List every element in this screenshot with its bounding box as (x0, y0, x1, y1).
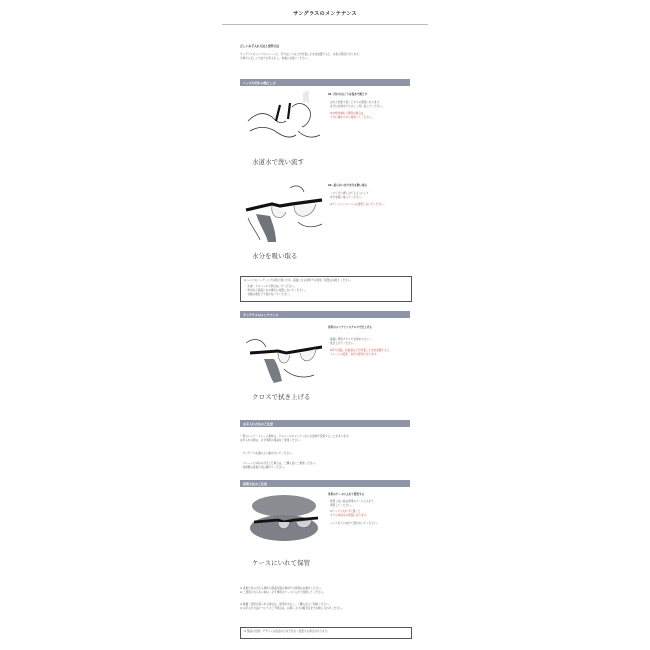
step2-caption: 水分を吸い取る (252, 252, 298, 260)
intro-line-1: サングラスのレンズやフレームに、汗やほこりなどが付着したまま放置すると、劣化の原因になります。 (240, 53, 362, 56)
storage-warning-1: ※ケースに入れずに置くと、 (330, 510, 364, 513)
step1-warning-2: 十分に薄めてから使用してください。 (330, 116, 375, 119)
storage-caption: ケースにいれて保管 (252, 559, 311, 567)
wipe-illustration (244, 323, 326, 389)
frame-line-2: 拭き上げてください。 (330, 342, 356, 345)
step1-warning-1: ※中性洗剤をご使用の場合は、 (330, 112, 366, 115)
care-line-5: ・長時間の直射日光は避けてください。 (240, 466, 287, 469)
footer-line-1: ※ 直射日光の当たる場所や高温多湿の場所での保管はお避けください。 (240, 587, 324, 590)
frame-line-1: 最後に専用クロスで全体をやさしく (330, 338, 372, 341)
page-title: サングラスのメンテナンス (293, 11, 357, 17)
footer-note-box (240, 627, 412, 639)
care-line-3: ・サングラスを頭の上に載せないでください。 (240, 452, 295, 455)
storage-heading: 専用のケースに入れて保管する (328, 493, 365, 496)
frame-heading: 専用のメンテナンスクロスで仕上げる (328, 326, 372, 329)
case-illustration (244, 492, 326, 550)
step1-caption: 水道水で洗い流す (252, 158, 304, 166)
lens-note-line-4: ・ 衣服の裾などで拭かないでください。 (244, 293, 292, 296)
step2-heading: 02. 柔らかい布で水分を吸い取る (328, 184, 368, 187)
storage-extra-line: レンズを下に向けて置かないでください。 (330, 522, 380, 525)
section-band-frame-label: サングラスのメンテナンス (243, 312, 279, 317)
section-band-storage-label: 保管方法のご注意 (243, 481, 268, 486)
section-band-storage (240, 480, 410, 487)
intro-line-2: 日頃から正しい方法でお手入れし、快適にお使いください。 (240, 57, 311, 60)
section-band-lens-label: レンズの汚れの落とし方 (243, 80, 276, 85)
storage-line-2: 保管してください。 (330, 504, 354, 507)
lens-note-box (240, 276, 412, 302)
footer-line-4: ※ お手入れ方法についてのご不明点は、お買い上げの販売店までお問い合わせください。 (240, 607, 345, 610)
step1-line-1: 汚れた状態で拭くとキズの原因になります。 (330, 101, 382, 104)
step1-line-2: まずは水道水でやさしく洗い流してください。 (330, 105, 385, 108)
footer-note: ※ 製品の仕様・デザインは改良のため予告なく変更する場合があります。 (244, 630, 330, 633)
lens-note-line-2: ・ お湯・アルコールで洗わないでください。 (244, 285, 297, 288)
rinse-illustration (246, 91, 326, 153)
storage-warning-2: キズやゆがみの原因になります。 (330, 514, 369, 517)
frame-warning-1: ※汗や皮脂、化粧品などが付着したまま放置すると、 (330, 349, 392, 352)
intro-heading: 正しいお手入れ方法と保管方法 (240, 44, 280, 48)
lens-note-line-1: ※ レンズのコーティングは熱に弱いため、高温になる場所での使用・保管はお控えください。 (244, 279, 353, 282)
storage-line-1: 使用しない時は専用のケースに入れて (330, 500, 374, 503)
frame-warning-2: フレームの変色・劣化の原因になります。 (330, 353, 379, 356)
footer-line-3: ※ 破損・変形が見られる場合は、使用を中止し、ご購入店にご相談ください。 (240, 603, 332, 606)
maintenance-page (222, 0, 428, 650)
section-band-care-label: お手入れ方法のご注意 (243, 421, 274, 426)
step2-line-2: 水分を吸い取ってください。 (330, 196, 364, 199)
title-divider (222, 24, 428, 25)
footer-line-2: ※ ご使用にならない時は、必ず専用のケースに入れて保管してください。 (240, 591, 326, 594)
step2-warning: ※ティッシュペーパーは使用しないでください。 (330, 203, 387, 206)
step2-line-1: こすらずに押し当てるようにして (330, 192, 369, 195)
lens-note-line-3: ・ 車内など高温になる場所に放置しないでください。 (244, 289, 308, 292)
frame-caption: クロスで拭き上げる (252, 393, 311, 401)
section-band-lens (240, 79, 410, 86)
section-band-care (240, 420, 410, 427)
section-band-frame (240, 311, 410, 318)
care-line-2: お手入れの際は、必ず専用の用品をご使用ください。 (240, 439, 303, 442)
step1-heading: 01. 汚れやほこりを流水で落とす (328, 93, 368, 96)
care-line-4: ・フレームにゆがみが生じた場合は、ご購入店にご相談ください。 (240, 462, 318, 465)
care-line-1: 一部のレンズ・フレーム素材は、アルコールやシンナーなどの溶剤で変質することがあります。 (240, 435, 351, 438)
blot-illustration (242, 182, 328, 248)
